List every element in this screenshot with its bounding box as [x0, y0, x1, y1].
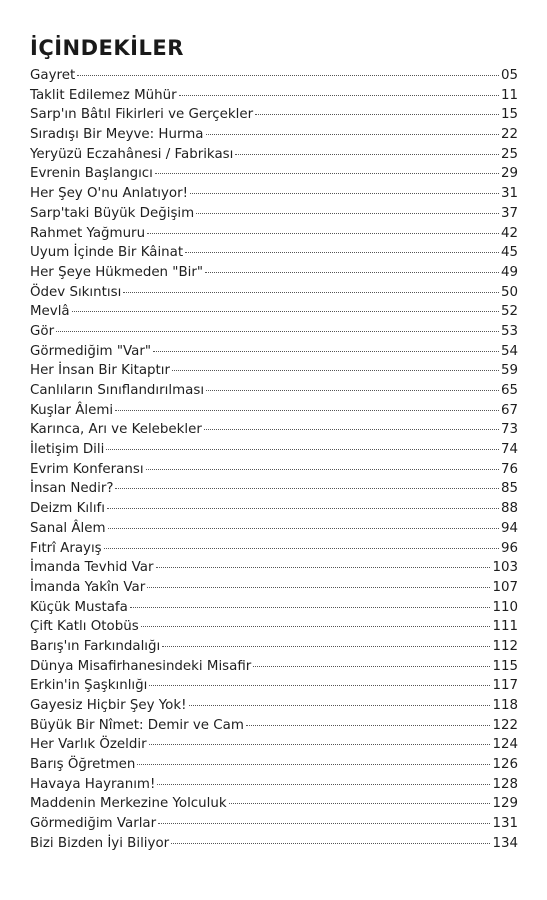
dot-leader	[149, 744, 491, 745]
toc-entry-title: Evrim Konferansı	[30, 461, 144, 477]
toc-entry	[30, 66, 518, 86]
toc-entry-page-number: 15	[500, 107, 518, 123]
toc-entry-page-number: 59	[500, 363, 518, 379]
toc-entry	[30, 637, 518, 657]
toc-entry-title: Her Şeye Hükmeden "Bir"	[30, 264, 204, 280]
toc-entry	[30, 361, 518, 381]
toc-entry	[30, 283, 518, 303]
dot-leader	[189, 705, 491, 706]
toc-entry-page-number: 54	[500, 343, 518, 359]
toc-entry-page-number: 73	[500, 422, 518, 438]
toc-entry-title: Karınca, Arı ve Kelebekler	[30, 422, 202, 438]
dot-leader	[108, 528, 499, 529]
toc-entry-page-number: 49	[500, 264, 518, 280]
toc-entry-title: İnsan Nedir?	[30, 481, 114, 497]
dot-leader	[153, 351, 499, 352]
toc-entry	[30, 86, 518, 106]
toc-entry-title: Canlıların Sınıflandırılması	[30, 383, 205, 398]
toc-entry	[30, 440, 518, 460]
toc-entry-page-number: 45	[500, 245, 518, 261]
toc-entry	[30, 676, 518, 696]
dot-leader	[156, 567, 491, 568]
toc-entry-title: Sıradışı Bir Meyve: Hurma	[30, 127, 204, 143]
toc-entry-page-number: 37	[500, 205, 518, 221]
toc-entry	[30, 735, 518, 755]
dot-leader	[130, 607, 491, 608]
toc-entry	[30, 617, 518, 637]
dot-leader	[190, 193, 499, 194]
toc-entry	[30, 834, 518, 854]
toc-entry-title: Yeryüzü Eczahânesi / Fabrikası	[30, 146, 234, 162]
toc-title: İÇİNDEKİLER	[30, 36, 184, 60]
toc-entry-title: Mevlâ	[30, 304, 70, 320]
dot-leader	[205, 272, 499, 273]
toc-entry-title: Ödev Sıkıntısı	[30, 284, 122, 300]
toc-entry	[30, 401, 518, 421]
dot-leader	[107, 508, 499, 509]
dot-leader	[196, 213, 499, 214]
toc-entry-title: Büyük Bir Nîmet: Demir ve Cam	[30, 717, 244, 733]
toc-entry	[30, 243, 518, 263]
toc-entry-page-number: 115	[492, 658, 518, 674]
toc-entry-title: Çift Katlı Otobüs	[30, 619, 139, 635]
toc-entry-page-number: 74	[500, 442, 518, 458]
toc-entry-title: Sarp'ın Bâtıl Fikirleri ve Gerçekler	[30, 107, 254, 123]
dot-leader	[206, 390, 499, 391]
toc-entry-page-number: 124	[492, 737, 518, 753]
toc-entry	[30, 164, 518, 184]
toc-entry	[30, 125, 518, 145]
dot-leader	[137, 764, 490, 765]
toc-entry-page-number: 126	[492, 757, 518, 773]
toc-entry-page-number: 129	[492, 796, 518, 812]
toc-entry-page-number: 05	[500, 68, 518, 83]
toc-entry-page-number: 50	[500, 284, 518, 300]
toc-entry	[30, 224, 518, 244]
dot-leader	[141, 626, 491, 627]
toc-entry	[30, 479, 518, 499]
dot-leader	[158, 823, 490, 824]
toc-entry	[30, 420, 518, 440]
toc-entry	[30, 263, 518, 283]
dot-leader	[147, 587, 490, 588]
toc-entry	[30, 696, 518, 716]
toc-entry-title: Görmediğim "Var"	[30, 343, 152, 359]
toc-entry	[30, 184, 518, 204]
toc-entry-page-number: 111	[492, 619, 518, 635]
toc-entry	[30, 342, 518, 362]
dot-leader	[162, 646, 490, 647]
toc-entry-title: Deizm Kılıfı	[30, 501, 105, 517]
toc-entry	[30, 322, 518, 342]
dot-leader	[179, 95, 499, 96]
toc-entry	[30, 204, 518, 224]
toc-entry-title: Her Varlık Özeldir	[30, 737, 147, 753]
toc-entry	[30, 302, 518, 322]
toc-entry-page-number: 131	[492, 816, 518, 832]
toc-entry-title: Fıtrî Arayış	[30, 540, 102, 556]
toc-entry-title: Barış Öğretmen	[30, 757, 136, 773]
dot-leader	[235, 154, 499, 155]
dot-leader	[255, 114, 499, 115]
dot-leader	[123, 292, 499, 293]
toc-entry-page-number: 31	[500, 186, 518, 202]
toc-entry-page-number: 96	[500, 540, 518, 556]
dot-leader	[155, 173, 499, 174]
toc-entry-title: Barış'ın Farkındalığı	[30, 638, 161, 654]
toc-entry-title: Uyum İçinde Bir Kâinat	[30, 245, 184, 261]
toc-entry-title: Görmediğim Varlar	[30, 816, 157, 832]
toc-list	[30, 66, 518, 854]
toc-entry	[30, 794, 518, 814]
dot-leader	[115, 410, 499, 411]
toc-entry-page-number: 117	[492, 678, 518, 694]
toc-entry	[30, 145, 518, 165]
toc-entry-page-number: 118	[492, 698, 518, 713]
toc-entry-page-number: 88	[500, 501, 518, 517]
dot-leader	[206, 134, 499, 135]
dot-leader	[157, 784, 490, 785]
toc-entry-page-number: 134	[492, 835, 518, 851]
dot-leader	[77, 75, 499, 76]
toc-entry	[30, 519, 518, 539]
dot-leader	[185, 252, 499, 253]
toc-entry-page-number: 11	[500, 87, 518, 103]
toc-entry-page-number: 107	[492, 579, 518, 595]
toc-entry-title: Gayesiz Hiçbir Şey Yok!	[30, 698, 187, 713]
toc-entry-title: Küçük Mustafa	[30, 599, 128, 615]
dot-leader	[149, 685, 490, 686]
dot-leader	[72, 311, 499, 312]
toc-entry-title: Taklit Edilemez Mühür	[30, 87, 177, 103]
toc-entry-title: Her İnsan Bir Kitaptır	[30, 363, 171, 379]
toc-entry-title: Kuşlar Âlemi	[30, 402, 114, 418]
toc-entry-page-number: 94	[500, 520, 518, 536]
toc-entry-page-number: 25	[500, 146, 518, 162]
toc-entry-page-number: 122	[492, 717, 518, 733]
toc-entry	[30, 558, 518, 578]
toc-entry-title: Gayret	[30, 68, 76, 83]
dot-leader	[115, 488, 499, 489]
dot-leader	[229, 803, 491, 804]
toc-entry-page-number: 22	[500, 127, 518, 143]
toc-entry-title: Maddenin Merkezine Yolculuk	[30, 796, 227, 812]
toc-entry-page-number: 67	[500, 402, 518, 418]
toc-entry-page-number: 42	[500, 225, 518, 241]
dot-leader	[106, 449, 499, 450]
toc-entry	[30, 460, 518, 480]
toc-entry	[30, 578, 518, 598]
toc-entry-page-number: 52	[500, 304, 518, 320]
toc-entry-title: Gör	[30, 323, 55, 339]
toc-entry-title: Erkin'in Şaşkınlığı	[30, 678, 148, 694]
dot-leader	[147, 233, 499, 234]
toc-entry-title: İmanda Tevhid Var	[30, 560, 154, 576]
toc-entry-page-number: 85	[500, 481, 518, 497]
toc-entry	[30, 716, 518, 736]
toc-entry-page-number: 110	[492, 599, 518, 615]
toc-entry-title: Sanal Âlem	[30, 520, 106, 536]
toc-entry-page-number: 103	[492, 560, 518, 576]
toc-entry-title: İmanda Yakîn Var	[30, 579, 146, 595]
dot-leader	[172, 370, 499, 371]
toc-entry-page-number: 53	[500, 323, 518, 339]
toc-entry	[30, 381, 518, 401]
toc-entry-page-number: 128	[492, 776, 518, 792]
dot-leader	[146, 469, 499, 470]
dot-leader	[246, 725, 491, 726]
toc-entry-page-number: 112	[492, 638, 518, 654]
toc-entry	[30, 105, 518, 125]
toc-entry	[30, 814, 518, 834]
toc-entry-title: Her Şey O'nu Anlatıyor!	[30, 186, 188, 202]
toc-entry-page-number: 76	[500, 461, 518, 477]
toc-entry	[30, 775, 518, 795]
toc-entry	[30, 499, 518, 519]
dot-leader	[171, 843, 490, 844]
toc-entry-title: Rahmet Yağmuru	[30, 225, 146, 241]
dot-leader	[56, 331, 499, 332]
toc-entry-page-number: 29	[500, 166, 518, 182]
dot-leader	[204, 429, 499, 430]
dot-leader	[104, 548, 499, 549]
dot-leader	[253, 666, 490, 667]
toc-entry-title: Evrenin Başlangıcı	[30, 166, 153, 182]
toc-entry-title: Sarp'taki Büyük Değişim	[30, 205, 195, 221]
toc-entry-page-number: 65	[500, 383, 518, 398]
toc-entry	[30, 539, 518, 559]
toc-entry-title: İletişim Dili	[30, 442, 105, 458]
toc-entry-title: Dünya Misafirhanesindeki Misafir	[30, 658, 252, 674]
toc-entry	[30, 657, 518, 677]
toc-entry	[30, 598, 518, 618]
toc-entry-title: Bizi Bizden İyi Biliyor	[30, 835, 170, 851]
toc-entry	[30, 755, 518, 775]
toc-entry-title: Havaya Hayranım!	[30, 776, 156, 792]
